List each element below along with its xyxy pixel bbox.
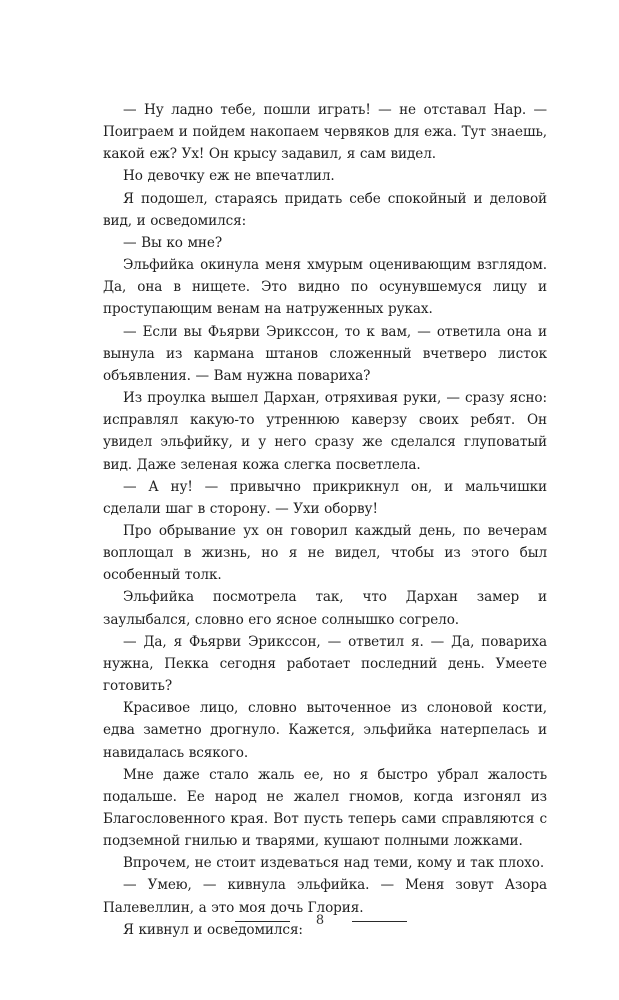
paragraph: Я кивнул и осведомился: xyxy=(123,921,303,938)
paragraph: Эльфийка окинула меня хмурым оценивающим взглядом. Да, она в нищете. Это видно по осунувшемуся лицу и проступающим венам на натруженных руках. xyxy=(103,257,547,318)
paragraph: — Ну ладно тебе, пошли играть! — не отставал Нар. — Поиграем и пойдем накопаем червяков для ежа. Тут знаешь, какой еж? Ух! Он крысу задавил, я сам видел. xyxy=(103,102,547,163)
paragraph: Из проулка вышел Дархан, отряхивая руки, — сразу ясно: исправлял какую-то утреннюю каверзу своих ребят. Он увидел эльфийку, и у него сразу же сделался глуповатый вид. Даже зеленая кожа слегка посветлела. xyxy=(103,390,547,473)
body-text xyxy=(103,99,547,941)
paragraph: Но девочку еж не впечатлил. xyxy=(123,168,335,185)
paragraph: — Умею, — кивнула эльфийка. — Меня зовут Азора Палевеллин, а это моя дочь Глория. xyxy=(103,877,547,916)
footer-rule-right xyxy=(352,921,407,922)
paragraph: Мне даже стало жаль ее, но я быстро убрал жалость подальше. Ее народ не жалел гномов, когда изгонял из Благословенного края. Вот пусть теперь сами справляются с подземной гнилью и тварями, кушают полными ложками. xyxy=(103,766,547,850)
paragraph: Я подошел, стараясь придать себе спокойный и деловой вид, и осведомился: xyxy=(103,190,547,229)
paragraph: — Если вы Фьярви Эрикссон, то к вам, — ответила она и вынула из кармана штанов сложенный вчетверо листок объявления. — Вам нужна повариха? xyxy=(103,323,547,384)
paragraph: — А ну! — привычно прикрикнул он, и мальчишки сделали шаг в сторону. — Ухи оборву! xyxy=(103,478,547,517)
paragraph: Красивое лицо, словно выточенное из слоновой кости, едва заметно дрогнуло. Кажется, эльфийка натерпелась и навидалась всякого. xyxy=(103,700,547,761)
paragraph: — Вы ко мне? xyxy=(123,234,223,251)
footer-rule-left xyxy=(235,921,290,922)
paragraph: Про обрывание ух он говорил каждый день, по вечерам воплощал в жизнь, но я не видел, чтобы из этого был особенный толк. xyxy=(103,522,547,584)
paragraph: — Да, я Фьярви Эрикссон, — ответил я. — Да, повариха нужна, Пекка сегодня работает последний день. Умеете готовить? xyxy=(103,633,547,695)
page-number: 8 xyxy=(315,913,325,928)
paragraph: Впрочем, не стоит издеваться над теми, кому и так плохо. xyxy=(123,855,545,872)
paragraph: Эльфийка посмотрела так, что Дархан замер и заулыбался, словно его ясное солнышко согрело. xyxy=(103,589,547,628)
page-footer xyxy=(0,912,619,932)
